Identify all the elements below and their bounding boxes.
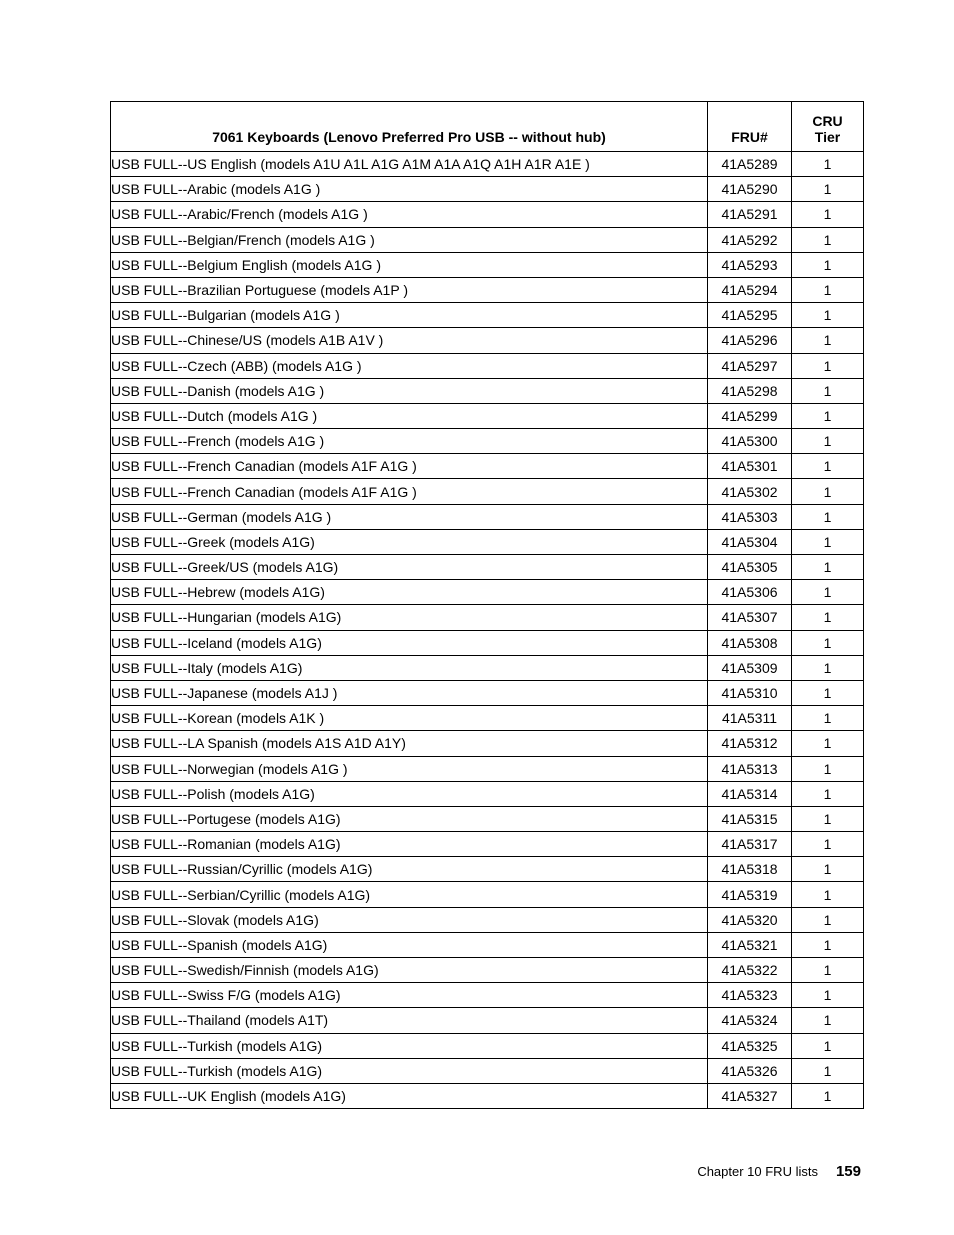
header-cru-line: CRU [812, 113, 843, 129]
table-row [111, 378, 864, 403]
row-description: USB FULL--Hebrew (models A1G) [111, 580, 708, 605]
row-fru-number: 41A5289 [708, 152, 792, 177]
table-row [111, 1008, 864, 1033]
row-fru-number: 41A5299 [708, 403, 792, 428]
row-description: USB FULL--Romanian (models A1G) [111, 832, 708, 857]
row-description: USB FULL--UK English (models A1G) [111, 1083, 708, 1108]
row-cru-tier: 1 [792, 403, 864, 428]
row-cru-tier: 1 [792, 781, 864, 806]
row-description: USB FULL--Belgian/French (models A1G ) [111, 227, 708, 252]
row-description: USB FULL--Turkish (models A1G) [111, 1033, 708, 1058]
row-description: USB FULL--LA Spanish (models A1S A1D A1Y) [111, 731, 708, 756]
row-description: USB FULL--Brazilian Portuguese (models A1P ) [111, 277, 708, 302]
row-description: USB FULL--Greek (models A1G) [111, 529, 708, 554]
row-description: USB FULL--Belgium English (models A1G ) [111, 252, 708, 277]
row-description: USB FULL--Italy (models A1G) [111, 655, 708, 680]
row-description: USB FULL--Czech (ABB) (models A1G ) [111, 353, 708, 378]
row-cru-tier: 1 [792, 983, 864, 1008]
row-description: USB FULL--Thailand (models A1T) [111, 1008, 708, 1033]
row-fru-number: 41A5314 [708, 781, 792, 806]
row-cru-tier: 1 [792, 177, 864, 202]
row-description: USB FULL--Russian/Cyrillic (models A1G) [111, 857, 708, 882]
row-description: USB FULL--Norwegian (models A1G ) [111, 756, 708, 781]
row-fru-number: 41A5324 [708, 1008, 792, 1033]
row-fru-number: 41A5308 [708, 630, 792, 655]
row-cru-tier: 1 [792, 479, 864, 504]
table-row [111, 907, 864, 932]
row-cru-tier: 1 [792, 932, 864, 957]
row-fru-number: 41A5322 [708, 958, 792, 983]
row-description: USB FULL--Hungarian (models A1G) [111, 605, 708, 630]
row-cru-tier: 1 [792, 1083, 864, 1108]
row-description: USB FULL--US English (models A1U A1L A1G A1M A1A A1Q A1H A1R A1E ) [111, 152, 708, 177]
row-fru-number: 41A5318 [708, 857, 792, 882]
table-row [111, 630, 864, 655]
table-row [111, 882, 864, 907]
table-row [111, 731, 864, 756]
row-fru-number: 41A5312 [708, 731, 792, 756]
table-row [111, 706, 864, 731]
table-row [111, 857, 864, 882]
table-row [111, 454, 864, 479]
row-description: USB FULL--French Canadian (models A1F A1G ) [111, 454, 708, 479]
row-description: USB FULL--French Canadian (models A1F A1G ) [111, 479, 708, 504]
row-description: USB FULL--Arabic (models A1G ) [111, 177, 708, 202]
header-fru: FRU# [708, 102, 792, 152]
row-cru-tier: 1 [792, 555, 864, 580]
row-cru-tier: 1 [792, 731, 864, 756]
table-row [111, 277, 864, 302]
row-fru-number: 41A5307 [708, 605, 792, 630]
row-fru-number: 41A5300 [708, 429, 792, 454]
table-row [111, 353, 864, 378]
row-fru-number: 41A5294 [708, 277, 792, 302]
row-cru-tier: 1 [792, 605, 864, 630]
row-fru-number: 41A5319 [708, 882, 792, 907]
table-row [111, 832, 864, 857]
table-row [111, 328, 864, 353]
table-row [111, 403, 864, 428]
row-description: USB FULL--Dutch (models A1G ) [111, 403, 708, 428]
row-fru-number: 41A5305 [708, 555, 792, 580]
row-description: USB FULL--Spanish (models A1G) [111, 932, 708, 957]
row-description: USB FULL--Danish (models A1G ) [111, 378, 708, 403]
row-description: USB FULL--Korean (models A1K ) [111, 706, 708, 731]
page-footer [697, 1163, 861, 1180]
row-fru-number: 41A5309 [708, 655, 792, 680]
table-row [111, 958, 864, 983]
page-number: 159 [835, 1163, 861, 1180]
row-description: USB FULL--Portugese (models A1G) [111, 806, 708, 831]
table-row [111, 983, 864, 1008]
row-fru-number: 41A5301 [708, 454, 792, 479]
row-fru-number: 41A5292 [708, 227, 792, 252]
row-description: USB FULL--Serbian/Cyrillic (models A1G) [111, 882, 708, 907]
row-description: USB FULL--Chinese/US (models A1B A1V ) [111, 328, 708, 353]
table-row [111, 177, 864, 202]
row-fru-number: 41A5290 [708, 177, 792, 202]
row-cru-tier: 1 [792, 832, 864, 857]
table-row [111, 555, 864, 580]
row-cru-tier: 1 [792, 303, 864, 328]
row-cru-tier: 1 [792, 680, 864, 705]
row-cru-tier: 1 [792, 277, 864, 302]
row-description: USB FULL--Iceland (models A1G) [111, 630, 708, 655]
row-fru-number: 41A5311 [708, 706, 792, 731]
row-description: USB FULL--French (models A1G ) [111, 429, 708, 454]
row-cru-tier: 1 [792, 655, 864, 680]
table-row [111, 1033, 864, 1058]
row-cru-tier: 1 [792, 806, 864, 831]
row-fru-number: 41A5298 [708, 378, 792, 403]
row-cru-tier: 1 [792, 252, 864, 277]
table-row [111, 605, 864, 630]
table-row [111, 756, 864, 781]
table-row [111, 202, 864, 227]
table-row [111, 655, 864, 680]
row-description: USB FULL--Greek/US (models A1G) [111, 555, 708, 580]
row-fru-number: 41A5327 [708, 1083, 792, 1108]
row-cru-tier: 1 [792, 504, 864, 529]
row-fru-number: 41A5303 [708, 504, 792, 529]
header-description: 7061 Keyboards (Lenovo Preferred Pro USB -- without hub) [111, 102, 708, 152]
row-cru-tier: 1 [792, 1058, 864, 1083]
row-cru-tier: 1 [792, 756, 864, 781]
row-fru-number: 41A5304 [708, 529, 792, 554]
row-cru-tier: 1 [792, 328, 864, 353]
table-row [111, 227, 864, 252]
row-cru-tier: 1 [792, 706, 864, 731]
row-fru-number: 41A5302 [708, 479, 792, 504]
row-fru-number: 41A5297 [708, 353, 792, 378]
row-cru-tier: 1 [792, 882, 864, 907]
row-fru-number: 41A5320 [708, 907, 792, 932]
header-tier-line: Tier [814, 129, 841, 145]
row-fru-number: 41A5293 [708, 252, 792, 277]
table-row [111, 932, 864, 957]
table-row [111, 1058, 864, 1083]
row-cru-tier: 1 [792, 429, 864, 454]
row-description: USB FULL--Slovak (models A1G) [111, 907, 708, 932]
row-fru-number: 41A5321 [708, 932, 792, 957]
row-cru-tier: 1 [792, 630, 864, 655]
row-fru-number: 41A5295 [708, 303, 792, 328]
row-cru-tier: 1 [792, 1033, 864, 1058]
row-cru-tier: 1 [792, 202, 864, 227]
row-fru-number: 41A5325 [708, 1033, 792, 1058]
chapter-label: Chapter 10 FRU lists [697, 1164, 818, 1179]
row-description: USB FULL--German (models A1G ) [111, 504, 708, 529]
row-fru-number: 41A5315 [708, 806, 792, 831]
row-description: USB FULL--Arabic/French (models A1G ) [111, 202, 708, 227]
table-row [111, 479, 864, 504]
table-row [111, 580, 864, 605]
row-cru-tier: 1 [792, 529, 864, 554]
row-fru-number: 41A5313 [708, 756, 792, 781]
row-description: USB FULL--Swiss F/G (models A1G) [111, 983, 708, 1008]
table-row [111, 680, 864, 705]
row-cru-tier: 1 [792, 227, 864, 252]
row-fru-number: 41A5291 [708, 202, 792, 227]
table-row [111, 429, 864, 454]
table-row [111, 806, 864, 831]
row-cru-tier: 1 [792, 907, 864, 932]
table-header-row [111, 102, 864, 152]
fru-table [110, 101, 864, 1109]
table-row [111, 529, 864, 554]
table-row [111, 504, 864, 529]
row-description: USB FULL--Turkish (models A1G) [111, 1058, 708, 1083]
row-fru-number: 41A5323 [708, 983, 792, 1008]
row-fru-number: 41A5326 [708, 1058, 792, 1083]
row-cru-tier: 1 [792, 378, 864, 403]
table-row [111, 1083, 864, 1108]
row-cru-tier: 1 [792, 353, 864, 378]
row-cru-tier: 1 [792, 152, 864, 177]
row-cru-tier: 1 [792, 454, 864, 479]
row-description: USB FULL--Polish (models A1G) [111, 781, 708, 806]
row-cru-tier: 1 [792, 1008, 864, 1033]
row-cru-tier: 1 [792, 857, 864, 882]
row-description: USB FULL--Bulgarian (models A1G ) [111, 303, 708, 328]
header-cru-tier [792, 102, 864, 152]
row-cru-tier: 1 [792, 958, 864, 983]
row-fru-number: 41A5306 [708, 580, 792, 605]
table-row [111, 781, 864, 806]
table-row [111, 252, 864, 277]
row-fru-number: 41A5296 [708, 328, 792, 353]
row-description: USB FULL--Swedish/Finnish (models A1G) [111, 958, 708, 983]
table-row [111, 303, 864, 328]
row-cru-tier: 1 [792, 580, 864, 605]
row-fru-number: 41A5317 [708, 832, 792, 857]
row-fru-number: 41A5310 [708, 680, 792, 705]
row-description: USB FULL--Japanese (models A1J ) [111, 680, 708, 705]
table-row [111, 152, 864, 177]
